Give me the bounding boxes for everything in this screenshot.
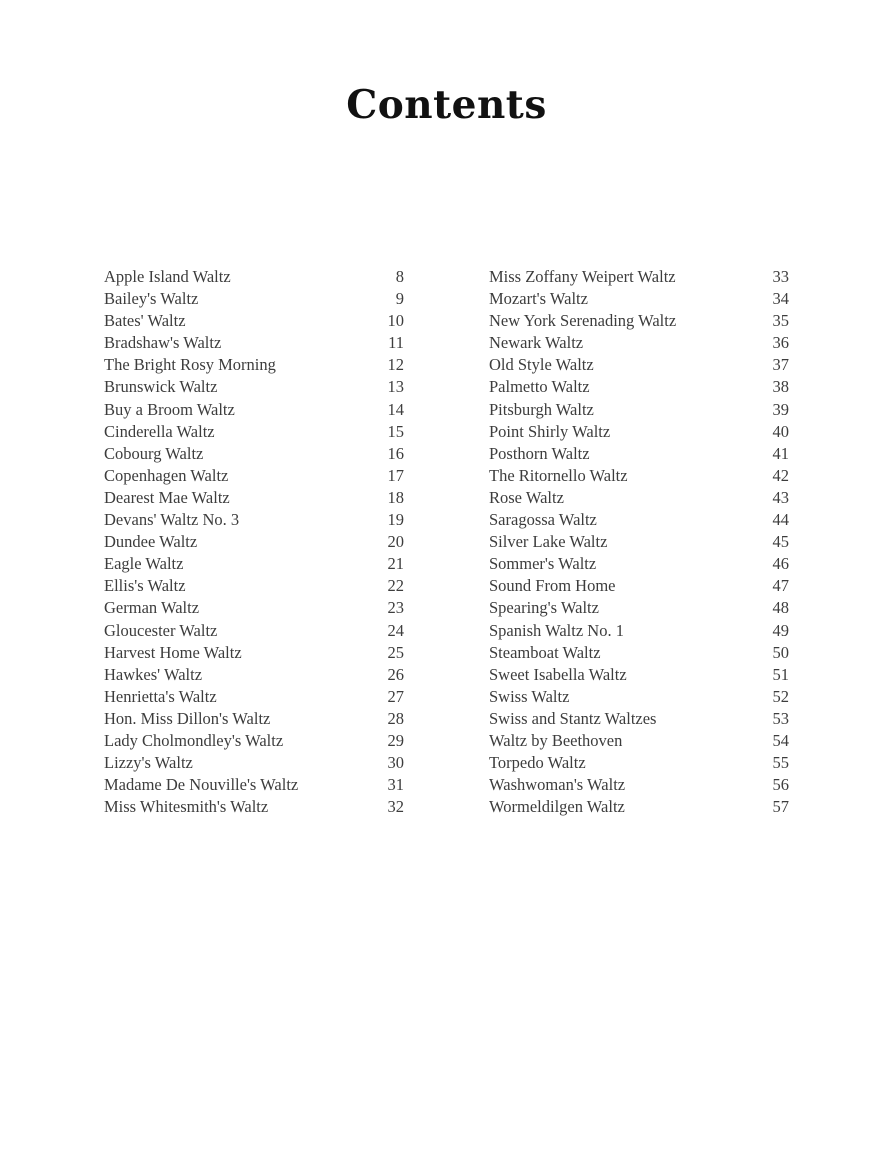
toc-entry-page-number: 14 (387, 399, 404, 419)
toc-entry-title: New York Serenading Waltz (489, 311, 677, 331)
toc-entry-page-number: 38 (772, 377, 789, 397)
toc-entry-title: Spearing's Waltz (489, 598, 599, 618)
toc-entry (489, 597, 789, 619)
toc-entry-page-number: 26 (387, 664, 404, 684)
toc-entry-title: The Bright Rosy Morning (104, 355, 276, 375)
toc-entry-page-number: 23 (387, 598, 404, 618)
toc-entry (104, 266, 404, 288)
toc-entry-page-number: 48 (772, 598, 789, 618)
toc-entry (489, 531, 789, 553)
toc-entry-page-number: 46 (772, 554, 789, 574)
toc-entry-page-number: 16 (387, 443, 404, 463)
toc-entry-title: Steamboat Waltz (489, 642, 601, 662)
toc-entry (489, 796, 789, 818)
toc-entry (104, 730, 404, 752)
toc-entry (489, 288, 789, 310)
toc-entry-page-number: 19 (387, 510, 404, 530)
toc-entry (104, 774, 404, 796)
toc-entry (104, 597, 404, 619)
toc-entry-page-number: 29 (387, 730, 404, 750)
toc-entry-title: Miss Zoffany Weipert Waltz (489, 267, 676, 286)
toc-entry-page-number: 30 (387, 753, 404, 773)
toc-entry (104, 620, 404, 642)
toc-entry-page-number: 39 (772, 399, 789, 419)
toc-entry-title: Silver Lake Waltz (489, 532, 608, 552)
toc-entry (489, 376, 789, 398)
toc-entry-title: Copenhagen Waltz (104, 465, 229, 485)
toc-entry-page-number: 50 (772, 642, 789, 662)
toc-entry (489, 509, 789, 531)
toc-entry (489, 310, 789, 332)
toc-entry-title: Point Shirly Waltz (489, 421, 611, 441)
toc-entry-title: Madame De Nouville's Waltz (104, 775, 299, 795)
toc-entry (489, 421, 789, 443)
toc-entry-title: Sommer's Waltz (489, 554, 597, 574)
toc-entry-title: Waltz by Beethoven (489, 730, 623, 750)
toc-entry (104, 443, 404, 465)
toc-entry-title: Palmetto Waltz (489, 377, 590, 397)
toc-entry-page-number: 42 (772, 465, 789, 485)
toc-entry-page-number: 52 (772, 686, 789, 706)
toc-entry (104, 575, 404, 597)
toc-entry-page-number: 11 (388, 333, 404, 353)
toc-entry-page-number: 43 (772, 487, 789, 507)
toc-entry (104, 354, 404, 376)
toc-entry (104, 376, 404, 398)
toc-entry (104, 332, 404, 354)
toc-entry (104, 642, 404, 664)
toc-entry (489, 399, 789, 421)
toc-entry-title: Ellis's Waltz (104, 576, 186, 596)
toc-entry-page-number: 10 (387, 311, 404, 331)
toc-entry (104, 531, 404, 553)
toc-entry-title: Cobourg Waltz (104, 443, 204, 463)
toc-entry (489, 553, 789, 575)
toc-entry-page-number: 41 (772, 443, 789, 463)
toc-entry-page-number: 36 (772, 333, 789, 353)
toc-entry (489, 620, 789, 642)
toc-entry (489, 664, 789, 686)
toc-entry-title: Hawkes' Waltz (104, 664, 203, 684)
toc-entry-title: Swiss and Stantz Waltzes (489, 708, 657, 728)
toc-entry-page-number: 34 (772, 289, 789, 309)
toc-entry (489, 642, 789, 664)
toc-entry (104, 399, 404, 421)
toc-entry-title: Newark Waltz (489, 333, 584, 353)
toc-entry-page-number: 32 (387, 797, 404, 817)
toc-entry-page-number: 49 (772, 620, 789, 640)
toc-entry-title: Washwoman's Waltz (489, 775, 626, 795)
toc-entry-title: Dundee Waltz (104, 532, 198, 552)
toc-entry-title: Miss Whitesmith's Waltz (104, 797, 269, 817)
toc-entry-title: Harvest Home Waltz (104, 642, 242, 662)
toc-entry-page-number: 47 (772, 576, 789, 596)
toc-entry (104, 509, 404, 531)
toc-entry-title: Swiss Waltz (489, 686, 570, 706)
toc-right-column (489, 266, 789, 818)
toc-entry (104, 664, 404, 686)
toc-entry-title: Posthorn Waltz (489, 443, 590, 463)
toc-entry-page-number: 37 (772, 355, 789, 375)
toc-entry-title: Lizzy's Waltz (104, 753, 193, 773)
toc-entry (104, 310, 404, 332)
toc-entry-title: Sweet Isabella Waltz (489, 664, 627, 684)
toc-entry-title: Bradshaw's Waltz (104, 333, 222, 353)
toc-entry-title: Apple Island Waltz (104, 267, 231, 286)
toc-left-column (104, 266, 404, 818)
toc-entry-page-number: 54 (772, 730, 789, 750)
toc-entry (104, 487, 404, 509)
toc-entry (489, 752, 789, 774)
toc-entry-page-number: 20 (387, 532, 404, 552)
toc-entry-title: Hon. Miss Dillon's Waltz (104, 708, 271, 728)
toc-entry-title: Torpedo Waltz (489, 753, 586, 773)
toc-entry-page-number: 57 (772, 797, 789, 817)
toc-entry-page-number: 22 (387, 576, 404, 596)
toc-entry-page-number: 24 (387, 620, 404, 640)
toc-entry-page-number: 25 (387, 642, 404, 662)
toc-entry-page-number: 31 (387, 775, 404, 795)
toc-entry-title: Bates' Waltz (104, 311, 186, 331)
toc-entry-title: Buy a Broom Waltz (104, 399, 235, 419)
toc-entry-page-number: 56 (772, 775, 789, 795)
toc-entry-title: Eagle Waltz (104, 554, 184, 574)
toc-entry (489, 443, 789, 465)
toc-entry-title: Pitsburgh Waltz (489, 399, 594, 419)
toc-entry-title: German Waltz (104, 598, 200, 618)
toc-entry-page-number: 12 (387, 355, 404, 375)
toc-entry (104, 686, 404, 708)
toc-entry-title: Lady Cholmondley's Waltz (104, 730, 284, 750)
toc-entry-page-number: 44 (772, 510, 789, 530)
toc-entry-title: Rose Waltz (489, 487, 564, 507)
toc-entry (489, 354, 789, 376)
toc-entry (104, 288, 404, 310)
toc-entry (104, 752, 404, 774)
toc-entry (489, 730, 789, 752)
toc-entry-title: Wormeldilgen Waltz (489, 797, 625, 817)
toc-entry-title: Sound From Home (489, 576, 616, 596)
toc-entry-page-number: 9 (395, 289, 404, 309)
toc-entry (489, 266, 789, 288)
toc-entry-title: The Ritornello Waltz (489, 465, 628, 485)
toc-entry-title: Mozart's Waltz (489, 289, 588, 309)
toc-entry-title: Spanish Waltz No. 1 (489, 620, 624, 640)
toc-entry-page-number: 45 (772, 532, 789, 552)
toc-entry-title: Devans' Waltz No. 3 (104, 510, 240, 530)
toc-entry-page-number: 27 (387, 686, 404, 706)
toc-entry-title: Bailey's Waltz (104, 289, 199, 309)
toc-entry-page-number: 28 (387, 708, 404, 728)
toc-entry-page-number: 18 (387, 487, 404, 507)
toc-entry-page-number: 35 (772, 311, 789, 331)
toc-entry (489, 332, 789, 354)
toc-entry-title: Gloucester Waltz (104, 620, 218, 640)
toc-entry-title: Cinderella Waltz (104, 421, 215, 441)
toc-entry (489, 465, 789, 487)
toc-entry-page-number: 17 (387, 465, 404, 485)
toc-entry-page-number: 53 (772, 708, 789, 728)
toc-entry (489, 686, 789, 708)
toc-entry-page-number: 51 (772, 664, 789, 684)
toc-entry (104, 553, 404, 575)
toc-entry (104, 421, 404, 443)
toc-entry (489, 708, 789, 730)
toc-entry (489, 487, 789, 509)
toc-entry (489, 774, 789, 796)
toc-entry-page-number: 55 (772, 753, 789, 773)
page-title: Contents (346, 82, 547, 128)
toc-entry-page-number: 8 (395, 267, 404, 286)
toc-entry (104, 465, 404, 487)
toc-entry-title: Saragossa Waltz (489, 510, 597, 530)
toc-entry-page-number: 33 (772, 267, 789, 286)
toc-entry-title: Brunswick Waltz (104, 377, 218, 397)
toc-entry (104, 708, 404, 730)
toc-entry-page-number: 13 (387, 377, 404, 397)
toc-entry-title: Dearest Mae Waltz (104, 487, 230, 507)
toc-entry-page-number: 21 (387, 554, 404, 574)
toc-entry (489, 575, 789, 597)
toc-entry (104, 796, 404, 818)
toc-entry-page-number: 40 (772, 421, 789, 441)
toc-entry-title: Henrietta's Waltz (104, 686, 217, 706)
toc-entry-title: Old Style Waltz (489, 355, 594, 375)
toc-entry-page-number: 15 (387, 421, 404, 441)
